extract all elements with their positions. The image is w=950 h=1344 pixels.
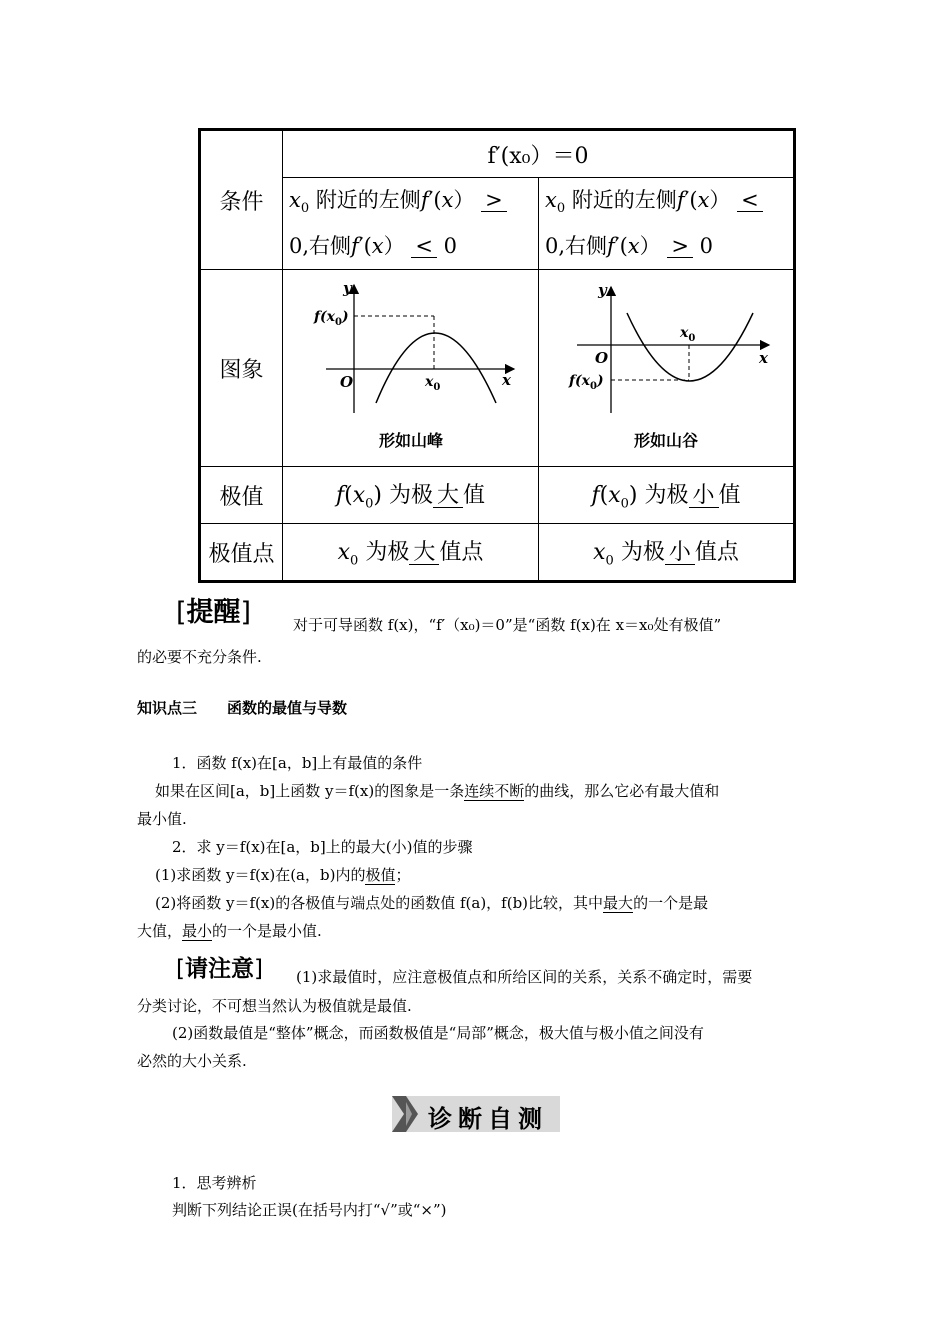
peak-ext-blank: 大 [433,485,463,508]
sub: 0 [556,201,566,217]
peak-axis-y-label: y [342,279,352,297]
notice-badge-text: 请注意 [184,956,254,982]
valley-axis-y-label: y [598,281,607,299]
peak-ext-suffix: 值 [463,483,486,509]
peak-cond-sign1: > [481,189,507,212]
peak-x0-label [424,374,440,393]
sub: 0 [300,201,310,217]
q1-title: 1．思考辨析 [172,1174,257,1192]
p2-step2-cont [137,920,817,941]
p2-s3-b: 的一个是最小值. [212,922,322,940]
valley-cond-l1: 附近的左侧 [571,188,677,213]
valley-fx0-sub: 0 [590,381,597,392]
row-label-extremum: 极值 [200,467,283,524]
peak-cond-l2: 0,右侧 [289,233,352,258]
valley-cond-suffix: 0 [699,233,713,258]
peak-pt-prefix: 为极 [365,540,410,566]
valley-pt-prefix: 为极 [620,540,665,566]
notice-n1-b: 分类讨论，不可想当然认为极值就是最值. [137,997,412,1015]
valley-axis-x-label: x [759,349,768,367]
diagnosis-banner-text: 诊断自测 [428,1105,548,1133]
valley-condition: $x_0$ 附近的左侧f′(x） < 0,右侧f′(x） > 0 [539,178,795,270]
sub: 0 [365,496,374,512]
peak-pt-suffix: 值点 [439,540,484,566]
notice-n2-a: (2)函数最值是“整体”概念，而函数极值是“局部”概念，极大值与极小值之间没有 [172,1024,704,1042]
p1-line1-a: 如果在区间[a，b]上函数 y＝f(x)的图象是一条 [155,782,465,800]
valley-x0-sub: 0 [688,333,696,344]
p2-s2-a: (2)将函数 y＝f(x)的各极值与端点处的函数值 f(a)，f(b)比较，其中 [155,894,604,912]
valley-extremum: $f(x_0)$ 为极 小 值 [539,467,795,524]
peak-pt-blank: 大 [409,542,439,565]
valley-ext-suffix: 值 [718,483,741,509]
valley-ext-blank: 小 [689,485,719,508]
peak-cond-suffix: 0 [443,233,457,258]
sub: 0 [350,553,359,569]
sub: 0 [620,496,629,512]
valley-x0-var: x [680,325,689,341]
sub: 0 [605,553,614,569]
p2-s3-underlined: 最小 [182,922,213,940]
peak-extremum: $f(x_0)$ 为极 大 值 [283,467,539,524]
valley-cond-sign2: > [667,235,693,258]
peak-origin-label: O [339,373,353,391]
p2-s1-underlined: 极值 [365,866,396,884]
q1-text: 判断下列结论正误(在括号内打“√”或“×”) [172,1201,447,1219]
peak-cond-sign2: < [411,235,437,258]
row-label-extremum-point: 极值点 [200,524,283,582]
peak-fx0-sub: 0 [334,317,342,328]
peak-ext-prefix: 为极 [388,483,433,509]
valley-ext-prefix: 为极 [644,483,689,509]
valley-x0-label [679,325,695,344]
valley-graph-cell [539,270,795,467]
valley-pt-blank: 小 [665,542,695,565]
valley-fx0-label: $f(x_0)$ [569,373,604,392]
diagnosis-banner [392,1096,560,1132]
valley-fx0-var: f(x [569,373,590,389]
p1-line1 [155,780,835,801]
peak-graph-cell [283,270,539,467]
reminder-text-a: 对于可导函数 f(x)，“f′（x₀)＝0”是“函数 f(x)在 x＝x₀处有极值” [293,616,722,634]
p1-line2: 最小值. [137,810,187,828]
peak-fx0-var: f(x [313,309,335,325]
reminder-text-b: 的必要不充分条件. [137,648,262,666]
valley-point: $x_0$ 为极 小 值点 [539,524,795,582]
peak-x0-var: x [424,374,433,390]
peak-condition: $x_0$ 附近的左侧f′(x） > 0,右侧f′(x） < 0 [283,178,539,270]
top-condition [283,130,795,178]
reminder-badge-text: 提醒 [186,597,241,628]
p1-title: 1．函数 f(x)在[a，b]上有最值的条件 [172,754,423,772]
reminder-badge: [提醒] [176,597,252,628]
valley-pt-suffix: 值点 [694,540,739,566]
notice-n2-b: 必然的大小关系. [137,1052,247,1070]
peak-x0-sub: 0 [432,382,440,393]
valley-caption: 形如山谷 [633,431,699,450]
notice-n1-a: (1)求最值时，应注意极值点和所给区间的关系，关系不确定时，需要 [296,968,753,986]
valley-graph [541,273,791,463]
peak-cond-l1: 附近的左侧 [315,188,421,213]
p2-s1-a: (1)求函数 y＝f(x)在(a，b)内的 [155,866,366,884]
p2-title: 2．求 y＝f(x)在[a，b]上的最大(小)值的步骤 [172,838,473,856]
top-condition-text: f′(x₀）＝0 [487,143,589,169]
section-title: 知识点三 函数的最值与导数 [137,699,348,717]
row-label-condition: 条件 [200,130,283,270]
valley-cond-sign1: < [737,189,763,212]
p1-line1-b: 的曲线，那么它必有最大值和 [524,782,720,800]
p2-s2-b: 的一个是最 [633,894,709,912]
peak-graph [286,273,536,463]
extremum-table [198,128,796,583]
peak-point: $x_0$ 为极 大 值点 [283,524,539,582]
chevron-right-icon [392,1096,426,1132]
p1-line1-underlined: 连续不断 [464,782,525,800]
row-label-graph: 图象 [200,270,283,467]
p2-s2-underlined: 最大 [603,894,634,912]
p2-step2 [155,892,835,913]
p2-s1-b: ； [395,866,411,884]
notice-badge: [请注意] [176,956,263,982]
peak-fx0-label: $f(x_0)$ [313,309,349,328]
p2-step1 [155,864,835,885]
valley-cond-l2: 0,右侧 [545,233,608,258]
valley-curve [627,313,753,381]
p2-s3-a: 大值， [137,922,183,940]
valley-origin-label: O [595,349,609,367]
peak-caption: 形如山峰 [378,431,443,450]
peak-axis-x-label: x [501,371,511,389]
